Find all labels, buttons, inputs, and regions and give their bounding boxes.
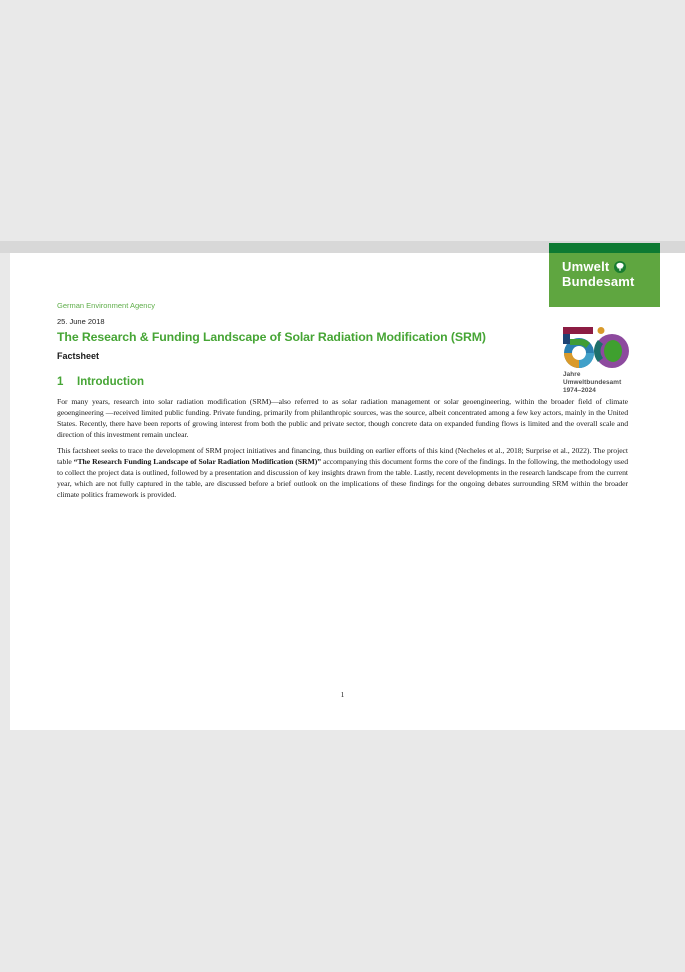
document-date: 25. June 2018	[57, 317, 105, 326]
document-page	[10, 253, 685, 730]
logo-dark-green-bar	[549, 243, 660, 253]
paragraph-2-text-start: This factsheet seeks to trace the development of SRM project initiatives and financing, thus building on earlier efforts of this kind (Necheles et al., 2018; Surprise et al., 2022). The project table	[57, 446, 628, 466]
paragraph-2	[57, 446, 628, 501]
section-heading-introduction	[57, 376, 144, 388]
document-subtitle: Factsheet	[57, 351, 100, 361]
logo-green-block	[549, 253, 660, 307]
logo-text-bundesamt: Bundesamt	[562, 274, 635, 289]
document-title: The Research & Funding Landscape of Solar Radiation Modification (SRM)	[57, 330, 486, 344]
page-number: 1	[340, 690, 345, 699]
section-title: Introduction	[77, 376, 145, 388]
section-number: 1	[57, 376, 64, 388]
paragraph-2-bold-table-title: “The Research Funding Landscape of Solar Radiation Modification (SRM)”	[73, 456, 322, 466]
anniversary-50-logo	[563, 327, 673, 395]
anniversary-years: 1974–2024	[563, 387, 596, 394]
logo-text-umwelt: Umwelt	[562, 259, 610, 274]
umweltbundesamt-logo	[549, 243, 660, 307]
anniversary-jahre: Jahre	[563, 371, 581, 378]
agency-name: German Environment Agency	[57, 301, 155, 310]
paragraph-1: For many years, research into solar radiation modification (SRM)—also referred to as solar radiation management or solar geoengineering, within the broader field of climate geoengineering —received limited public funding. Private funding, primarily from philanthropic sources, was the source, albeit concentrated among a few key actors, mainly in the United States. Recently, there have been reports of growing interest from both the public and private sector, though concrete data on expanded funding flows is limited and the overall scale and direction of this investment remain unclear.	[57, 397, 628, 439]
anniversary-umweltbundesamt: Umweltbundesamt	[563, 379, 622, 386]
tree-icon	[614, 261, 626, 273]
paragraph-2-text-end: accompanying this document forms the core of the findings. In the following, the methodology used to collect the project data is outlined, followed by a presentation and discussion of key insights drawn from the table. Lastly, recent developments in the research landscape from the current year, which are not fully captured in the table, are discussed before a brief outlook on the implications of these findings for the ongoing debates surrounding SRM within the broader climate politics framework is provided.	[57, 456, 629, 499]
fifty-graphic-icon	[563, 327, 673, 369]
